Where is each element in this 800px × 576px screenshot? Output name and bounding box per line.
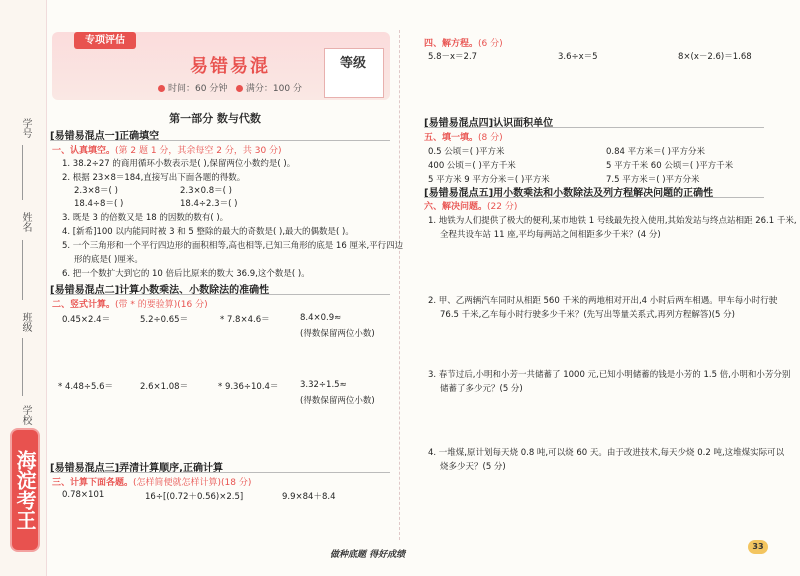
area-5: 5 平方米 9 平方分米＝( )平方米 <box>428 175 550 185</box>
question-5-cont: 形的底是( )厘米。 <box>74 255 143 265</box>
section-6-sub: 六、解决问题。 <box>424 202 488 212</box>
clock-icon <box>158 85 165 92</box>
section-4-note: (6 分) <box>478 39 503 49</box>
section-5-note: (8 分) <box>478 133 503 143</box>
student-number-label: 学号 <box>20 118 31 138</box>
question-2a: 2.3×8＝( ) <box>74 186 118 196</box>
equation-3: 8×(x－2.6)＝1.68 <box>678 52 752 62</box>
question-2d: 18.4÷2.3＝( ) <box>180 199 238 209</box>
section-4-sub: 四、解方程。 <box>424 39 479 49</box>
class-label: 班级 <box>20 312 31 332</box>
problem-4: 4. 一堆煤,原计划每天烧 0.8 吨,可以烧 60 天。由于改进技术,每天少烧 0.2 吨,这堆煤实际可以 <box>428 448 785 458</box>
compute-1: 0.78×101 <box>62 490 105 500</box>
section-3-rule <box>50 472 390 473</box>
calc-2: 5.2÷0.65＝ <box>140 315 189 325</box>
calc-1: 0.45×2.4＝ <box>62 315 111 325</box>
calc-8-note: (得数保留两位小数) <box>300 396 375 406</box>
section-6-heading <box>424 199 517 212</box>
equation-1: 5.8－x＝2.7 <box>428 52 478 62</box>
student-number-line <box>22 145 23 200</box>
compute-3: 9.9×84＋8.4 <box>282 492 336 502</box>
banner-title: 易错易混 <box>190 56 270 77</box>
area-2: 0.84 平方米＝( )平方分米 <box>606 147 705 157</box>
compute-2: 16÷[(0.72＋0.56)×2.5] <box>145 492 244 502</box>
question-5: 5. 一个三角形和一个平行四边形的面积相等,高也相等,已知三角形的底是 16 厘米,平行四边 <box>62 241 404 251</box>
section-6-title: [易错易混点五]用小数乘法和小数除法及列方程解决问题的正确性 <box>424 188 714 199</box>
section-1-sub: 一、认真填空。 <box>52 146 116 156</box>
section-5-sub: 五、填一填。 <box>424 133 479 143</box>
footer-slogan: 做种底题 得好成绩 <box>330 550 406 560</box>
calc-7: * 9.36÷10.4＝ <box>218 382 279 392</box>
part-title: 第一部分 数与代数 <box>169 112 261 125</box>
name-label: 姓名 <box>20 212 31 232</box>
question-1: 1. 38.2÷27 的商用循环小数表示是( ),保留两位小数约是( )。 <box>62 159 296 169</box>
section-1-title: [易错易混点一]正确填空 <box>50 131 160 142</box>
question-6: 6. 把一个数扩大到它的 10 倍后比原来的数大 36.9,这个数是( )。 <box>62 269 310 279</box>
grade-label: 等级 <box>339 56 366 71</box>
page-fold-line <box>399 30 400 540</box>
problem-3-cont: 储蓄了多少元？(5 分) <box>440 384 523 394</box>
question-2: 2. 根据 23×8＝184,直接写出下面各题的得数。 <box>62 173 246 183</box>
section-2-note: (带 * 的要验算)(16 分) <box>115 300 208 310</box>
question-2c: 18.4÷8＝( ) <box>74 199 124 209</box>
page-number: 33 <box>748 540 768 554</box>
area-3: 400 公顷＝( )平方千米 <box>428 161 516 171</box>
area-6: 7.5 平方米＝( )平方分米 <box>606 175 700 185</box>
banner-tag: 专项评估 <box>74 32 136 49</box>
brand-logo: 海淀考王 <box>12 430 38 550</box>
equation-2: 3.6÷x＝5 <box>558 52 598 62</box>
problem-2: 2. 甲、乙两辆汽车同时从相距 560 千米的两地相对开出,4 小时后两车相遇。甲车每小时行驶 <box>428 296 778 306</box>
section-5-title: [易错易混点四]认识面积单位 <box>424 118 554 129</box>
section-2-title: [易错易混点二]计算小数乘法、小数除法的准确性 <box>50 285 270 296</box>
section-2-heading <box>52 297 208 310</box>
section-6-note: (22 分) <box>487 202 518 212</box>
section-6-rule <box>424 197 764 198</box>
section-2-rule <box>50 294 390 295</box>
section-3-title: [易错易混点三]弄清计算顺序,正确计算 <box>50 463 223 474</box>
section-1-heading <box>52 143 282 156</box>
calc-4: 8.4×0.9≈ <box>300 313 342 323</box>
calc-6: 2.6×1.08＝ <box>140 382 189 392</box>
question-2b: 2.3×0.8＝( ) <box>180 186 232 196</box>
problem-4-cont: 烧多少天？(5 分) <box>440 462 506 472</box>
calc-5: * 4.48÷5.6＝ <box>58 382 114 392</box>
class-line <box>22 338 23 396</box>
full-score: 满分：100 分 <box>245 84 302 94</box>
area-1: 0.5 公顷＝( )平方米 <box>428 147 505 157</box>
time-limit: 时间：60 分钟 <box>168 84 228 94</box>
calc-3: * 7.8×4.6＝ <box>220 315 270 325</box>
question-3: 3. 既是 3 的倍数又是 18 的因数的数有( )。 <box>62 213 229 223</box>
section-1-rule <box>50 140 390 141</box>
section-4-heading <box>424 36 503 49</box>
section-3-heading <box>52 475 251 488</box>
calc-4-note: (得数保留两位小数) <box>300 329 375 339</box>
question-4: 4. [新希]100 以内能同时被 3 和 5 整除的最大的奇数是( ),最大的偶数是( )。 <box>62 227 354 237</box>
check-icon <box>236 85 243 92</box>
section-2-sub: 二、竖式计算。 <box>52 300 116 310</box>
problem-1-cont: 全程共设车站 11 座,平均每两站之间相距多少千米？(4 分) <box>440 230 661 240</box>
name-line <box>22 240 23 300</box>
section-3-sub: 三、计算下面各题。 <box>52 478 134 488</box>
section-5-rule <box>424 127 764 128</box>
section-1-note: (第 2 题 1 分，其余每空 2 分，共 30 分) <box>115 146 282 156</box>
school-label: 学校 <box>20 405 31 425</box>
section-3-note: (怎样简便就怎样计算)(18 分) <box>133 478 252 488</box>
problem-3: 3. 春节过后,小明和小芳一共储蓄了 1000 元,已知小明储蓄的钱是小芳的 1.5 倍,小明和小芳分别 <box>428 370 791 380</box>
area-4: 5 平方千米 60 公顷＝( )平方千米 <box>606 161 734 171</box>
banner-meta <box>158 81 302 94</box>
problem-2-cont: 76.5 千米,乙车每小时行驶多少千米？(先写出等量关系式,再列方程解答)(5 分) <box>440 310 735 320</box>
section-5-heading <box>424 130 503 143</box>
calc-8: 3.32÷1.5≈ <box>300 380 347 390</box>
problem-1: 1. 地铁为人们提供了极大的便利,某市地铁 1 号线最先投入使用,其始发站与终点站相距 26.1 千米, <box>428 216 797 226</box>
